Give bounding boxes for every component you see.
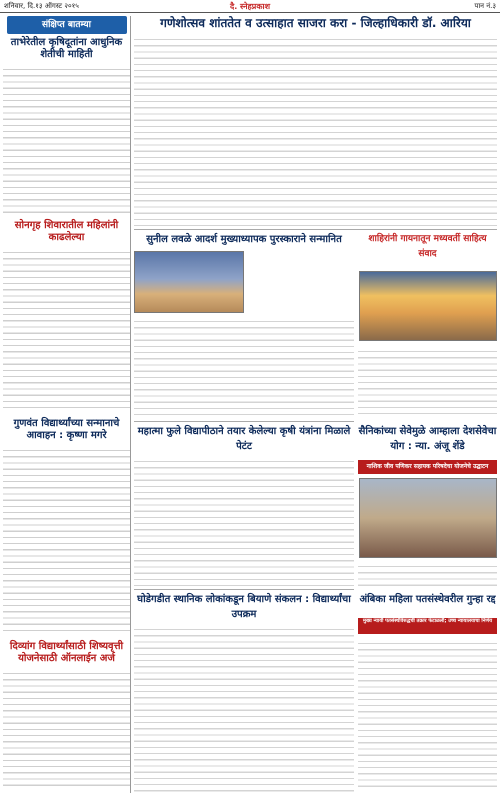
brief-story-title: सोनगृह शिवारातील महिलांनी काढलेल्या (14, 220, 119, 243)
story-subheadline: नाशिक जीव पणिकर सहायक परिषदेचा योजनेचे उद्घाटन (358, 460, 497, 474)
news-brief-column (3, 16, 131, 793)
header-date: शनिवार, दि.१३ ऑगस्ट २०१५ (4, 2, 79, 10)
brief-story-body (3, 445, 130, 635)
brief-story-title: ताभेरेतील कृषिदूतांना आधुनिक शेतीची माहिती (10, 37, 123, 60)
brief-story-title: गुणवंत विद्यार्थ्यांच्या सन्मानाचे आवाहन : कृष्णा मगरे (13, 418, 120, 441)
lead-headline: गणेशोत्सव शांततेत व उत्साहात साजरा करा - जिल्हाधिकारी डॉ. आरिया (160, 16, 471, 30)
story-headline: घोडेगडीत स्थानिक लोकांकडून बियाणे संकलन : विद्यार्थ्यांचा उपक्रम (137, 594, 351, 620)
brief-story-body (3, 247, 130, 412)
story-body (358, 561, 497, 586)
story-body (134, 624, 354, 792)
story-headline: महात्मा फुले विद्यापीठाने तयार केलेल्या कृषी यंत्रांना मिळाले पेटंट (137, 426, 351, 452)
story-body (358, 638, 497, 792)
brief-story-title: दिव्यांग विद्यार्थ्यांसाठी शिष्यवृत्ती योजनेसाठी ऑनलाईन अर्ज (9, 641, 124, 664)
brief-story-body (3, 64, 130, 214)
story-headline: सैनिकांच्या सेवेमुळे आम्हाला देशसेवेचा योग : न्या. अंजू शेंडे (358, 426, 497, 452)
story-photo-group (359, 478, 497, 558)
divider (134, 421, 354, 422)
story-headline: शाहिरांनी गायनातून मध्यवर्ती साहित्य संवाद (368, 234, 487, 259)
page-header (0, 0, 500, 13)
story-body (134, 456, 354, 586)
story-photo-stage (359, 271, 497, 341)
brief-story-body (3, 668, 130, 788)
main-news-area (134, 16, 497, 793)
page-number: पान नं.३ (474, 2, 496, 10)
lead-story-body (134, 34, 497, 229)
masthead-title: दै. स्नेहप्रकाश (229, 2, 271, 11)
story-body (134, 316, 354, 416)
brief-news-banner: संक्षिप्त बातम्या (7, 16, 127, 34)
story-headline: अंबिका महिला पतसंस्थेवरील गुन्हा रद्द (359, 594, 496, 605)
story-photo-award (134, 251, 244, 313)
story-subheadline: मुख्य न्यायी पतसंस्थेविरुद्धची तक्रार फेटाळली; उच्च न्यायालयाचा निर्णय (358, 618, 497, 634)
divider (134, 589, 354, 590)
divider (134, 229, 497, 230)
story-body (358, 346, 497, 416)
story-headline: सुनील लवळे आदर्श मुख्याध्यापक पुरस्काराने सन्मानित (146, 234, 342, 245)
